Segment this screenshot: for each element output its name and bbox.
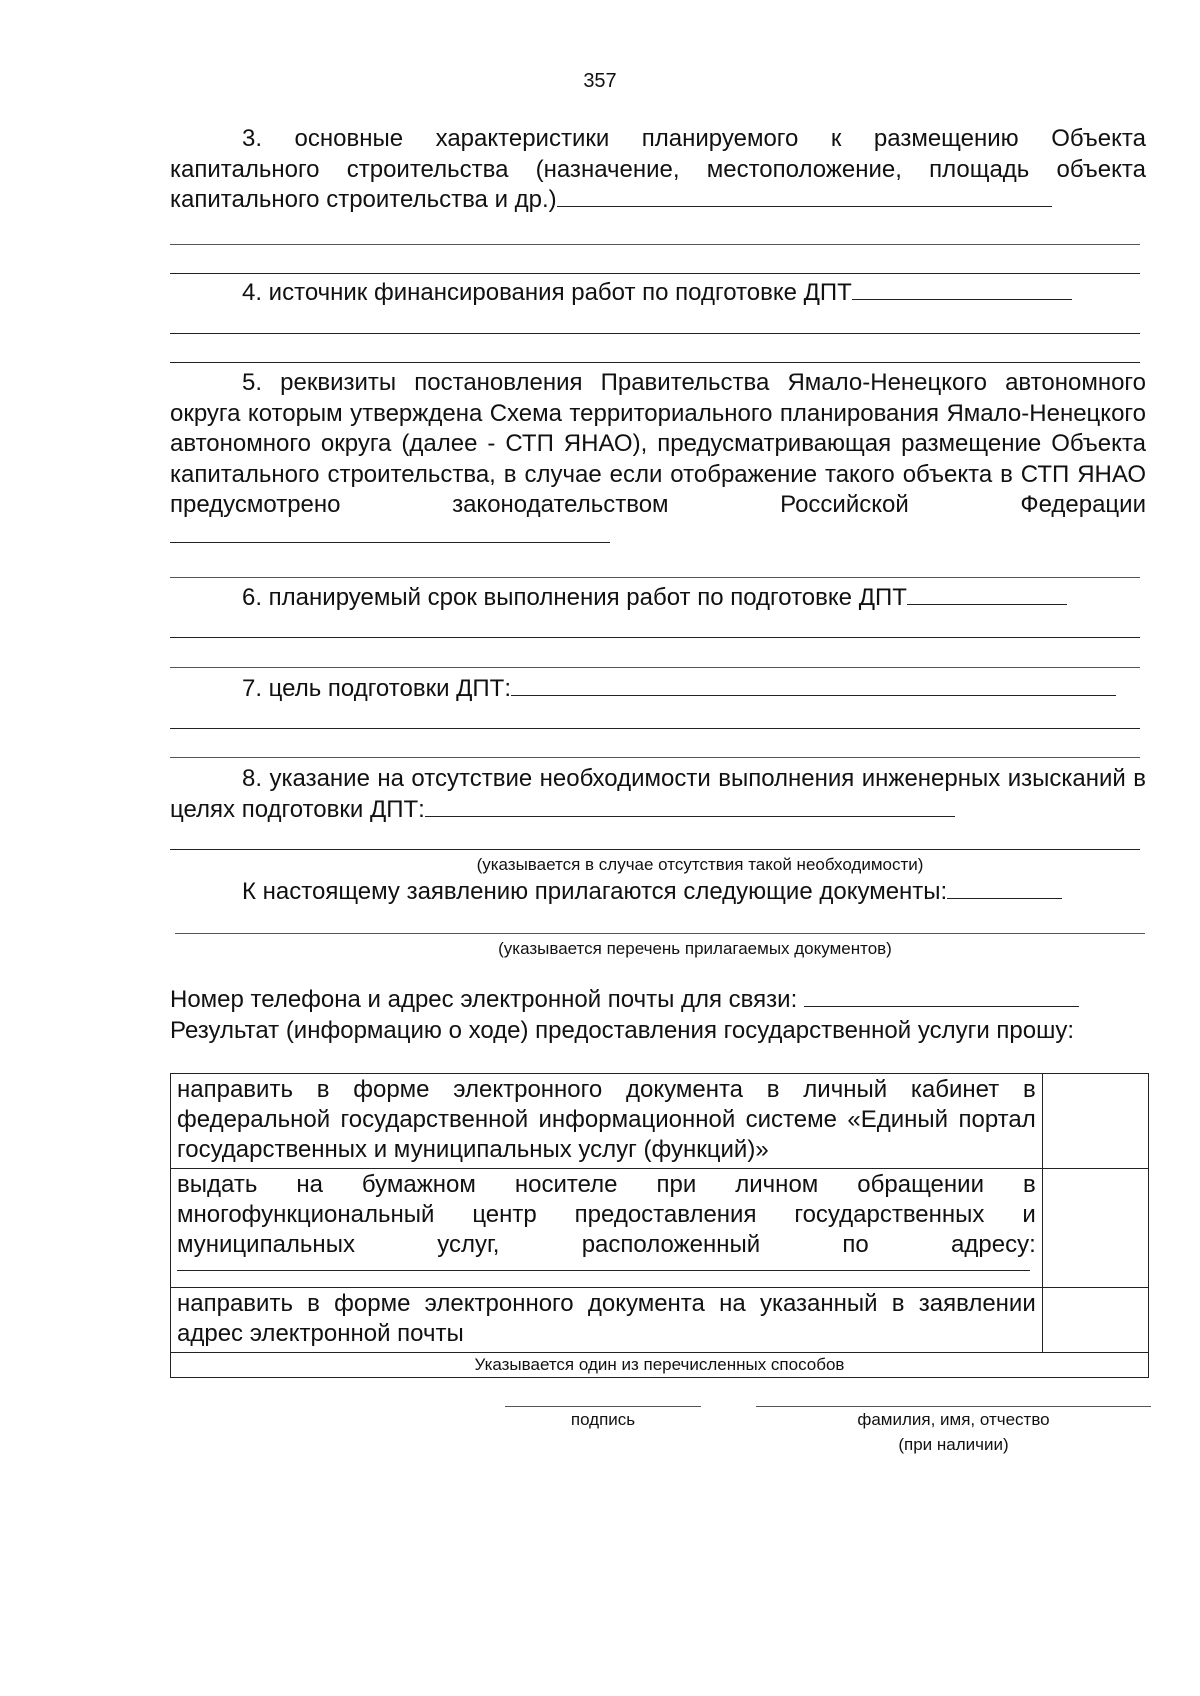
contact-fill-line[interactable]	[804, 988, 1079, 1007]
item-8-blank-line[interactable]	[170, 849, 1140, 850]
attachments-blank-line[interactable]	[175, 933, 1145, 934]
attachments-note: (указывается перечень прилагаемых документов)	[498, 939, 892, 958]
item-7-fill-line[interactable]	[511, 677, 1116, 696]
delivery-option-text: направить в форме электронного документа в личный кабинет в федеральной государственной информационной системе «Единый портал государственных и муниципальных услуг (функций)»	[171, 1074, 1043, 1169]
item-3-fill-line[interactable]	[557, 188, 1052, 207]
absence-note: (указывается в случае отсутствия такой необходимости)	[476, 855, 924, 874]
item-6-blank-line-2[interactable]	[170, 667, 1140, 668]
item-6-paragraph	[170, 583, 1200, 614]
item-4-blank-line-1[interactable]	[170, 333, 1140, 334]
item-6-blank-line-1[interactable]	[170, 637, 1140, 638]
item-4-paragraph	[170, 278, 1200, 309]
delivery-option-row	[171, 1288, 1149, 1353]
delivery-option-row	[171, 1074, 1149, 1169]
attachments-fill-line[interactable]	[947, 880, 1062, 899]
item-7-paragraph	[170, 674, 1200, 705]
item-5-text: 5. реквизиты постановления Правительства Ямало-Ненецкого автономного округа которым утверждена Схема территориального планирования Ямало-Ненецкого автономного округа (далее - СТП ЯНАО), предусматривающая размещение Объекта капитального строительства, в случае если отображение такого объекта в СТП ЯНАО предусмотрено законодательством Российской Федерации	[170, 369, 1146, 518]
item-3-blank-line-1[interactable]	[170, 244, 1140, 245]
item-5-blank-line[interactable]	[170, 577, 1140, 578]
item-4-text: 4. источник финансирования работ по подготовке ДПТ	[242, 279, 852, 306]
item-7-text: 7. цель подготовки ДПТ:	[242, 675, 511, 702]
name-label: фамилия, имя, отчество	[857, 1410, 1050, 1429]
delivery-footer-row	[171, 1353, 1149, 1378]
item-3-paragraph	[170, 124, 1146, 216]
table-footer-note: Указывается один из перечисленных способов	[171, 1353, 1149, 1378]
contact-paragraph	[170, 985, 1146, 1016]
item-8-paragraph	[170, 764, 1146, 825]
item-7-blank-line-1[interactable]	[170, 728, 1140, 729]
item-5-fill-line[interactable]	[170, 524, 610, 543]
delivery-address-line[interactable]	[177, 1270, 1030, 1271]
delivery-option-checkbox[interactable]	[1042, 1169, 1148, 1288]
item-4-fill-line[interactable]	[852, 281, 1072, 300]
delivery-options-table	[170, 1073, 1149, 1378]
name-note: (при наличии)	[898, 1435, 1009, 1454]
delivery-option-checkbox[interactable]	[1042, 1288, 1148, 1353]
item-6-text: 6. планируемый срок выполнения работ по подготовке ДПТ	[242, 584, 907, 611]
delivery-option-cell	[171, 1169, 1043, 1288]
item-3-blank-line-2[interactable]	[170, 273, 1140, 274]
attachments-label: К настоящему заявлению прилагаются следующие документы:	[242, 878, 948, 905]
item-7-blank-line-2[interactable]	[170, 757, 1140, 758]
delivery-option-text: направить в форме электронного документа на указанный в заявлении адрес электронной почты	[171, 1288, 1043, 1353]
contact-label: Номер телефона и адрес электронной почты для связи:	[170, 986, 798, 1013]
result-label: Результат (информацию о ходе) предоставления государственной услуги прошу:	[170, 1017, 1075, 1044]
item-4-blank-line-2[interactable]	[170, 362, 1140, 363]
item-3-text: 3. основные характеристики планируемого к размещению Объекта капитального строительства (назначение, местоположение, площадь объекта капитального строительства и др.)	[170, 125, 1146, 213]
item-8-text: 8. указание на отсутствие необходимости выполнения инженерных изысканий в целях подготовки ДПТ:	[170, 765, 1146, 823]
attachments-paragraph	[170, 877, 1200, 908]
signature-label: подпись	[570, 1410, 636, 1429]
delivery-option-row	[171, 1169, 1149, 1288]
item-6-fill-line[interactable]	[907, 586, 1067, 605]
name-line[interactable]	[756, 1406, 1151, 1407]
item-8-fill-line[interactable]	[425, 798, 955, 817]
signature-line[interactable]	[505, 1406, 701, 1407]
item-5-paragraph	[170, 368, 1146, 551]
delivery-option-text: выдать на бумажном носителе при личном обращении в многофункциональный центр предоставления государственных и муниципальных услуг, расположенный по адресу:	[177, 1171, 1036, 1258]
page-number: 357	[583, 70, 617, 92]
delivery-option-checkbox[interactable]	[1042, 1074, 1148, 1169]
